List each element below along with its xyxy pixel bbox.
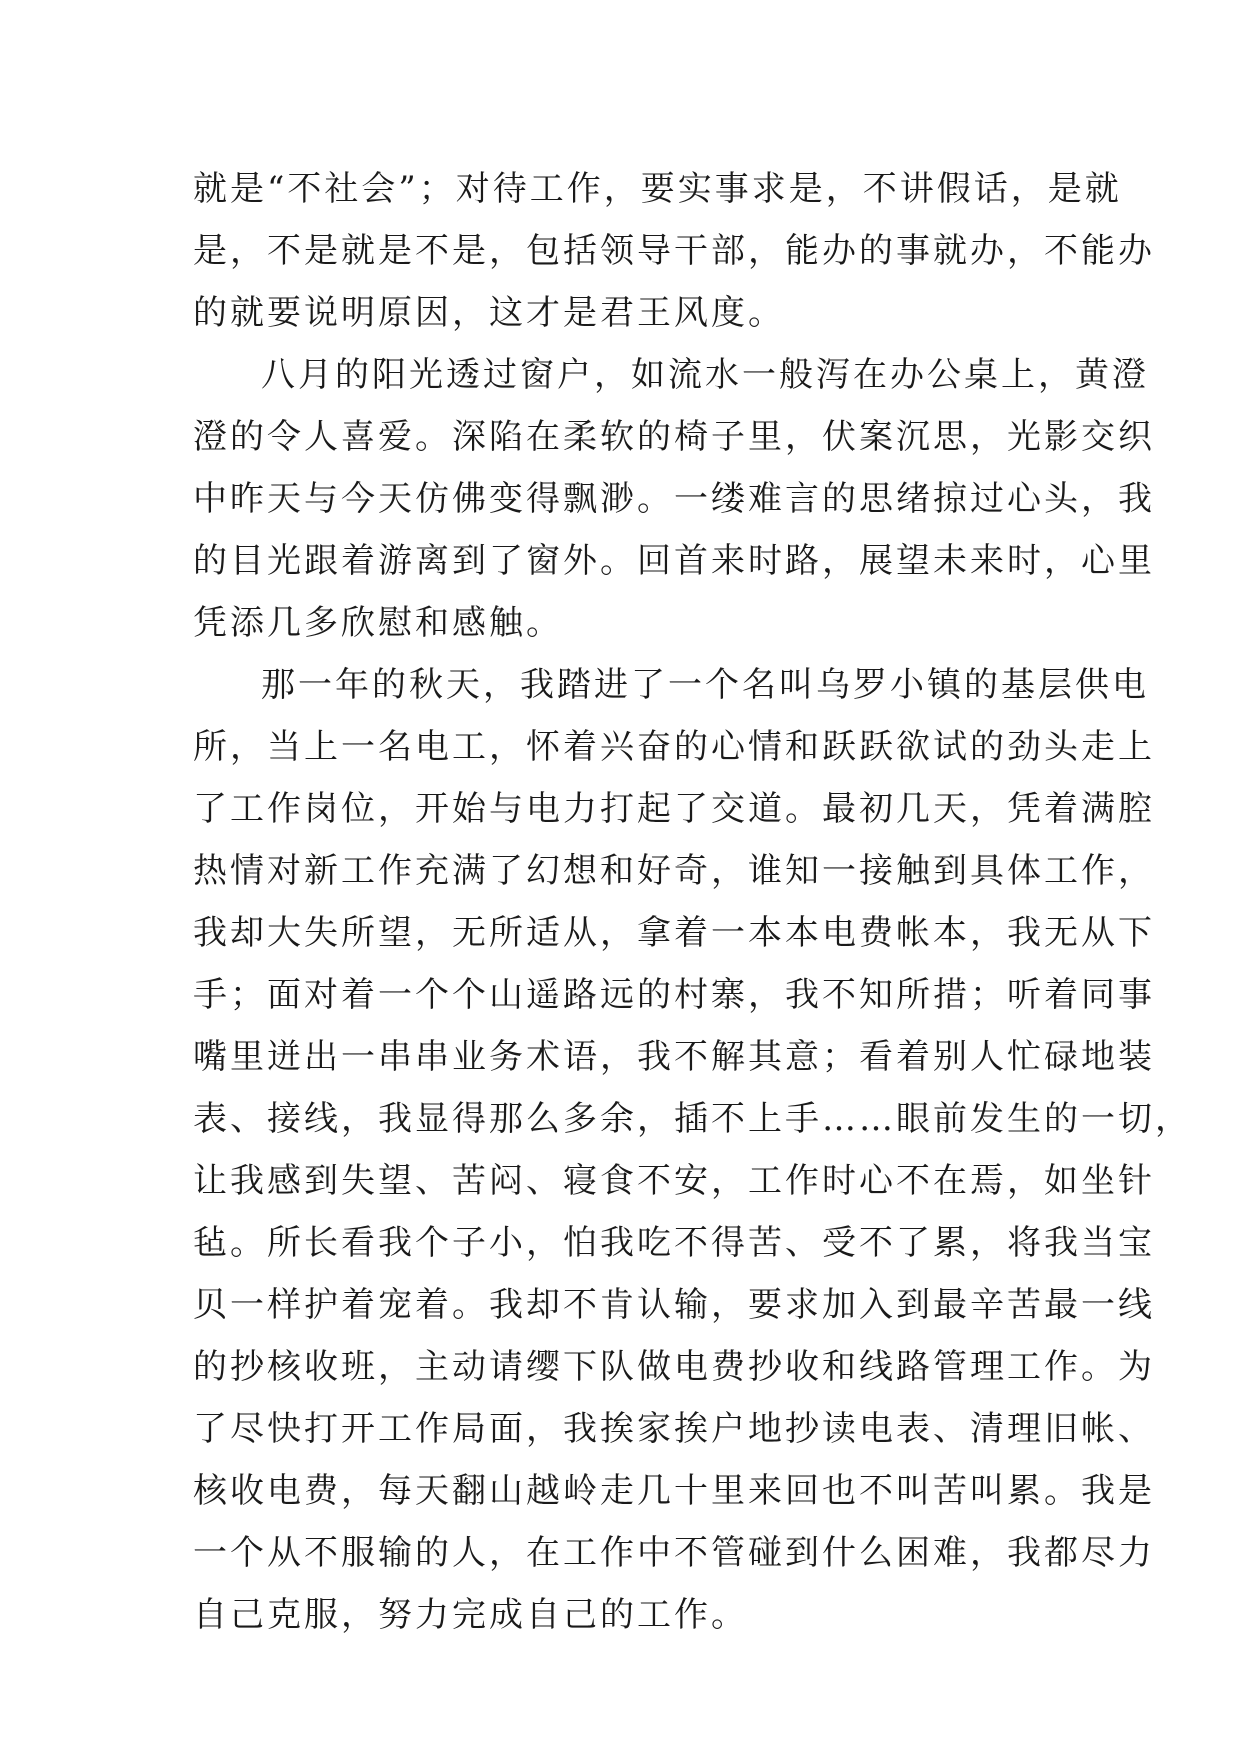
text-line: 我却大失所望，无所适从，拿着一本本电费帐本，我无从下	[193, 913, 1155, 953]
text-line: 了工作岗位，开始与电力打起了交道。最初几天，凭着满腔	[193, 789, 1155, 829]
text-line: 自己克服，努力完成自己的工作。	[193, 1595, 748, 1635]
text-line: 表、接线，我显得那么多余，插不上手……眼前发生的一切，	[193, 1099, 1192, 1139]
text-line: 嘴里迸出一串串业务术语，我不解其意；看着别人忙碌地装	[193, 1037, 1155, 1077]
text-line: 所，当上一名电工，怀着兴奋的心情和跃跃欲试的劲头走上	[193, 727, 1155, 767]
text-line: 毡。所长看我个子小，怕我吃不得苦、受不了累，将我当宝	[193, 1223, 1155, 1263]
body-text	[193, 158, 1192, 1646]
text-line: 的抄核收班，主动请缨下队做电费抄收和线路管理工作。为	[193, 1347, 1155, 1387]
text-line: 核收电费，每天翻山越岭走几十里来回也不叫苦叫累。我是	[193, 1471, 1155, 1511]
text-line: 中昨天与今天仿佛变得飘渺。一缕难言的思绪掠过心头，我	[193, 479, 1155, 519]
text-line: 那一年的秋天，我踏进了一个名叫乌罗小镇的基层供电	[261, 665, 1149, 705]
text-line: 是，不是就是不是，包括领导干部，能办的事就办，不能办	[193, 231, 1155, 271]
paragraph-2	[193, 344, 1155, 654]
text-line: 让我感到失望、苦闷、寝食不安，工作时心不在焉，如坐针	[193, 1161, 1155, 1201]
text-line: 手；面对着一个个山遥路远的村寨，我不知所措；听着同事	[193, 975, 1155, 1015]
paragraph-3	[193, 654, 1192, 1646]
text-line: 一个从不服输的人，在工作中不管碰到什么困难，我都尽力	[193, 1533, 1155, 1573]
text-line: 澄的令人喜爱。深陷在柔软的椅子里，伏案沉思，光影交织	[193, 417, 1155, 457]
text-line: 热情对新工作充满了幻想和好奇，谁知一接触到具体工作，	[193, 851, 1155, 891]
paragraph-1	[193, 158, 1155, 344]
text-line: 贝一样护着宠着。我却不肯认输，要求加入到最辛苦最一线	[193, 1285, 1155, 1325]
text-line: 的目光跟着游离到了窗外。回首来时路，展望未来时，心里	[193, 541, 1155, 581]
text-line: 凭添几多欣慰和感触。	[193, 603, 563, 643]
text-line: 就是“不社会”；对待工作，要实事求是，不讲假话，是就	[193, 169, 1122, 209]
text-line: 了尽快打开工作局面，我挨家挨户地抄读电表、清理旧帐、	[193, 1409, 1155, 1449]
text-line: 八月的阳光透过窗户，如流水一般泻在办公桌上，黄澄	[261, 355, 1149, 395]
text-line: 的就要说明原因，这才是君王风度。	[193, 293, 785, 333]
